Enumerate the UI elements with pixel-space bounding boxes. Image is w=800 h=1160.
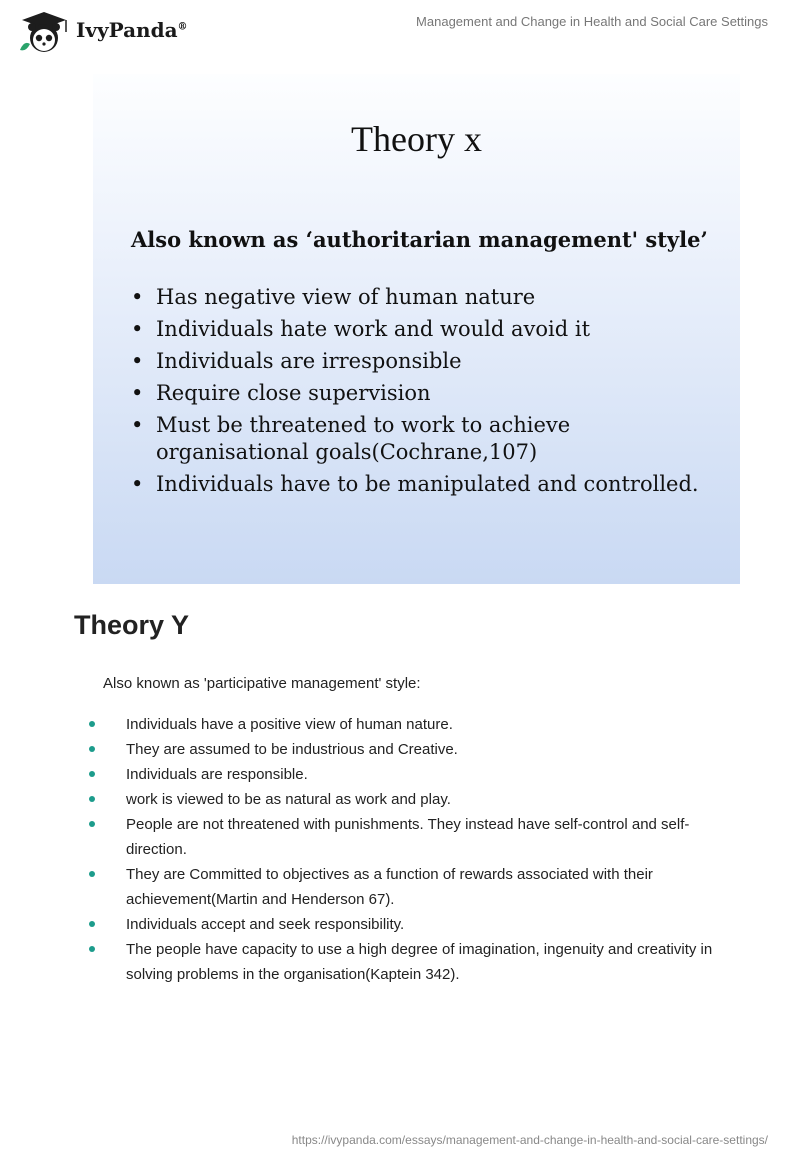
list-item bbox=[86, 862, 726, 912]
list-item-text: Individuals are responsible. bbox=[126, 766, 308, 783]
ivypanda-logo-icon[interactable] bbox=[14, 10, 74, 56]
section-intro: Also known as 'participative management' style: bbox=[103, 675, 421, 692]
slide-list-item-text: Individuals hate work and would avoid it bbox=[156, 317, 591, 341]
slide-title: Theory x bbox=[351, 119, 482, 159]
list-item-text: The people have capacity to use a high degree of imagination, ingenuity and creativity in solving problems in the organisation(Kaptein 342). bbox=[126, 941, 713, 983]
list-item bbox=[86, 812, 726, 862]
bullet-dot-icon bbox=[89, 746, 95, 752]
bullet-icon: • bbox=[131, 472, 144, 496]
bullet-dot-icon bbox=[89, 946, 95, 952]
bullet-dot-icon bbox=[89, 721, 95, 727]
list-item-text: They are Committed to objectives as a function of rewards associated with their achievement(Martin and Henderson 67). bbox=[126, 866, 653, 908]
slide-list-item-text: Has negative view of human nature bbox=[156, 285, 536, 309]
slide-list-item bbox=[131, 471, 711, 498]
bullet-icon: • bbox=[131, 381, 144, 405]
list-item-text: They are assumed to be industrious and Creative. bbox=[126, 741, 458, 758]
list-item bbox=[86, 712, 726, 737]
slide-lead: Also known as ‘authoritarian management' style’ bbox=[131, 227, 708, 252]
slide-list-item bbox=[131, 348, 711, 375]
slide-list-item bbox=[131, 284, 711, 311]
list-item-text: Individuals have a positive view of human nature. bbox=[126, 716, 453, 733]
theory-y-bullet-list bbox=[86, 712, 726, 987]
bullet-dot-icon bbox=[89, 871, 95, 877]
slide-list-item-text: Individuals have to be manipulated and controlled. bbox=[156, 472, 699, 496]
bullet-icon: • bbox=[131, 285, 144, 309]
slide-list-item-text: Must be threatened to work to achieve organisational goals(Cochrane,107) bbox=[156, 413, 571, 464]
bullet-dot-icon bbox=[89, 821, 95, 827]
section-heading: Theory Y bbox=[74, 610, 190, 640]
list-item bbox=[86, 937, 726, 987]
bullet-icon: • bbox=[131, 349, 144, 373]
bullet-dot-icon bbox=[89, 796, 95, 802]
document-title: Management and Change in Health and Social Care Settings bbox=[416, 14, 768, 29]
bullet-dot-icon bbox=[89, 921, 95, 927]
slide-list-item bbox=[131, 380, 711, 407]
footer-url[interactable]: https://ivypanda.com/essays/management-and-change-in-health-and-social-care-settings/ bbox=[291, 1133, 768, 1147]
slide-list-item bbox=[131, 316, 711, 343]
brand-name[interactable] bbox=[76, 18, 188, 42]
registered-mark: ® bbox=[177, 21, 188, 33]
list-item-text: People are not threatened with punishments. They instead have self-control and self-direction. bbox=[126, 816, 690, 858]
slide-bullet-list bbox=[131, 284, 711, 503]
list-item bbox=[86, 787, 726, 812]
list-item-text: work is viewed to be as natural as work and play. bbox=[126, 791, 451, 808]
list-item bbox=[86, 737, 726, 762]
list-item bbox=[86, 912, 726, 937]
page-header bbox=[0, 0, 800, 60]
slide-list-item-text: Require close supervision bbox=[156, 381, 431, 405]
bullet-dot-icon bbox=[89, 771, 95, 777]
brand-text: IvyPanda bbox=[76, 18, 178, 42]
slide-list-item-text: Individuals are irresponsible bbox=[156, 349, 462, 373]
list-item-text: Individuals accept and seek responsibility. bbox=[126, 916, 405, 933]
bullet-icon: • bbox=[131, 317, 144, 341]
theory-x-slide-image bbox=[93, 74, 740, 584]
list-item bbox=[86, 762, 726, 787]
slide-list-item bbox=[131, 412, 711, 466]
bullet-icon: • bbox=[131, 413, 144, 437]
